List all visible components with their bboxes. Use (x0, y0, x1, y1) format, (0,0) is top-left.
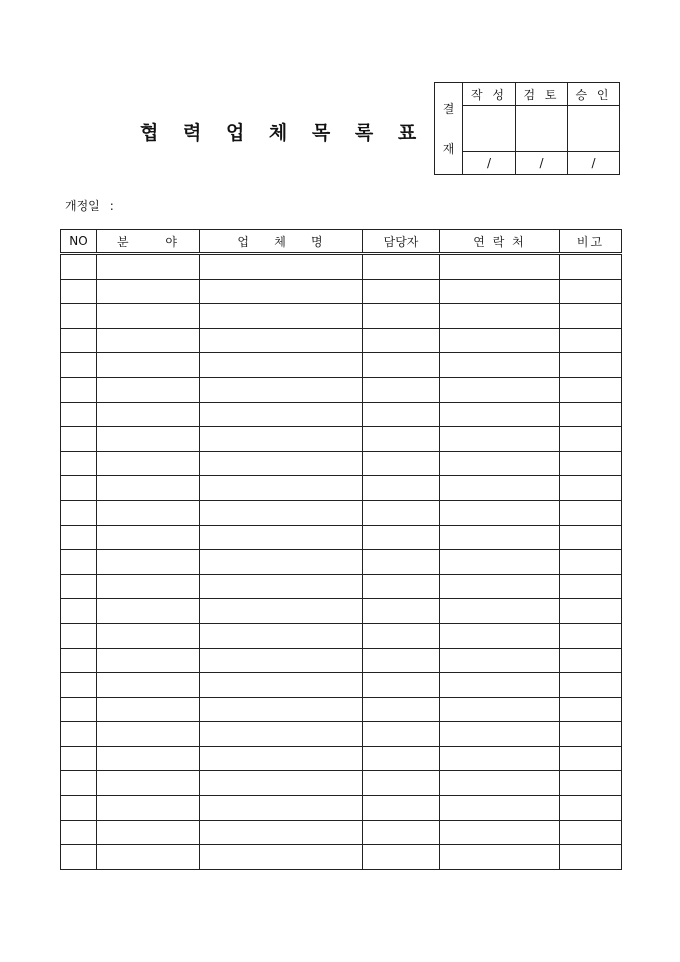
cell-company-name[interactable] (200, 796, 363, 821)
cell-company-name[interactable] (200, 746, 363, 771)
cell-no[interactable] (61, 599, 97, 624)
cell-remarks[interactable] (560, 574, 622, 599)
cell-field[interactable] (97, 697, 200, 722)
cell-company-name[interactable] (200, 771, 363, 796)
table-row (61, 328, 622, 353)
approval-side-label-top: 결 (442, 101, 455, 116)
table-row (61, 771, 622, 796)
cell-remarks[interactable] (560, 525, 622, 550)
cell-company-name[interactable] (200, 377, 363, 402)
cell-contact-person[interactable] (363, 279, 440, 304)
cell-contact-info[interactable] (440, 427, 560, 452)
cell-remarks[interactable] (560, 279, 622, 304)
cell-contact-info[interactable] (440, 451, 560, 476)
cell-contact-person[interactable] (363, 820, 440, 845)
approval-date-row (435, 152, 620, 175)
cell-no[interactable] (61, 648, 97, 673)
cell-contact-person[interactable] (363, 377, 440, 402)
cell-field[interactable] (97, 599, 200, 624)
cell-remarks[interactable] (560, 402, 622, 427)
cell-contact-person[interactable] (363, 402, 440, 427)
cell-no[interactable] (61, 673, 97, 698)
table-body (61, 254, 622, 870)
cell-remarks[interactable] (560, 304, 622, 329)
cell-contact-info[interactable] (440, 599, 560, 624)
writer-signature-cell[interactable] (463, 106, 516, 152)
cell-company-name[interactable] (200, 304, 363, 329)
header-contact-info: 연 락 처 (440, 230, 560, 254)
approval-side-label-bottom: 재 (442, 141, 455, 156)
cell-contact-info[interactable] (440, 328, 560, 353)
cell-field[interactable] (97, 820, 200, 845)
cell-remarks[interactable] (560, 771, 622, 796)
table-row (61, 254, 622, 280)
cell-company-name[interactable] (200, 500, 363, 525)
revision-date-label: 개정일 (65, 199, 100, 213)
cell-remarks[interactable] (560, 328, 622, 353)
cell-contact-person[interactable] (363, 427, 440, 452)
cell-contact-info[interactable] (440, 500, 560, 525)
cell-contact-person[interactable] (363, 796, 440, 821)
cell-contact-person[interactable] (363, 599, 440, 624)
table-row (61, 550, 622, 575)
cell-company-name[interactable] (200, 845, 363, 870)
cell-no[interactable] (61, 722, 97, 747)
cell-remarks[interactable] (560, 500, 622, 525)
table-row (61, 623, 622, 648)
cell-company-name[interactable] (200, 279, 363, 304)
cell-contact-person[interactable] (363, 574, 440, 599)
cell-remarks[interactable] (560, 820, 622, 845)
cell-no[interactable] (61, 451, 97, 476)
table-header-row (61, 230, 622, 254)
reviewer-signature-cell[interactable] (516, 106, 568, 152)
cell-contact-info[interactable] (440, 673, 560, 698)
approval-col-reviewer: 검 토 (516, 83, 568, 106)
cell-no[interactable] (61, 254, 97, 280)
cell-remarks[interactable] (560, 746, 622, 771)
table-row (61, 476, 622, 501)
cell-no[interactable] (61, 746, 97, 771)
cell-contact-info[interactable] (440, 304, 560, 329)
reviewer-date-cell[interactable]: / (516, 152, 568, 175)
table-row (61, 599, 622, 624)
approval-header-row (435, 83, 620, 106)
cell-field[interactable] (97, 377, 200, 402)
cell-contact-info[interactable] (440, 722, 560, 747)
cell-contact-info[interactable] (440, 279, 560, 304)
cell-no[interactable] (61, 623, 97, 648)
table-row (61, 845, 622, 870)
cell-company-name[interactable] (200, 820, 363, 845)
revision-date-colon: : (109, 199, 114, 213)
cell-contact-info[interactable] (440, 796, 560, 821)
cell-no[interactable] (61, 697, 97, 722)
cell-contact-person[interactable] (363, 254, 440, 280)
approval-side-label (435, 83, 463, 175)
cell-contact-person[interactable] (363, 304, 440, 329)
cell-no[interactable] (61, 476, 97, 501)
cell-contact-person[interactable] (363, 845, 440, 870)
cell-remarks[interactable] (560, 697, 622, 722)
cell-remarks[interactable] (560, 796, 622, 821)
cell-contact-person[interactable] (363, 623, 440, 648)
cell-field[interactable] (97, 574, 200, 599)
cell-contact-person[interactable] (363, 525, 440, 550)
approval-col-writer: 작 성 (463, 83, 516, 106)
cell-contact-info[interactable] (440, 525, 560, 550)
cell-field[interactable] (97, 328, 200, 353)
cell-remarks[interactable] (560, 377, 622, 402)
cell-contact-person[interactable] (363, 451, 440, 476)
cell-field[interactable] (97, 845, 200, 870)
cell-company-name[interactable] (200, 722, 363, 747)
cell-remarks[interactable] (560, 550, 622, 575)
cell-company-name[interactable] (200, 451, 363, 476)
revision-date (65, 197, 124, 214)
cell-remarks[interactable] (560, 722, 622, 747)
cell-company-name[interactable] (200, 353, 363, 378)
cell-field[interactable] (97, 771, 200, 796)
cell-field[interactable] (97, 402, 200, 427)
cell-field[interactable] (97, 279, 200, 304)
table-row (61, 500, 622, 525)
cell-contact-person[interactable] (363, 500, 440, 525)
cell-company-name[interactable] (200, 599, 363, 624)
cell-field[interactable] (97, 254, 200, 280)
table-row (61, 525, 622, 550)
table-row (61, 427, 622, 452)
header-contact-person: 담당자 (363, 230, 440, 254)
writer-date-cell[interactable]: / (463, 152, 516, 175)
cell-no[interactable] (61, 304, 97, 329)
cell-contact-person[interactable] (363, 673, 440, 698)
cell-contact-info[interactable] (440, 377, 560, 402)
cell-remarks[interactable] (560, 254, 622, 280)
table-row (61, 648, 622, 673)
header-company-name: 업 체 명 (200, 230, 363, 254)
cell-company-name[interactable] (200, 550, 363, 575)
table-row (61, 402, 622, 427)
approval-signature-row (435, 106, 620, 152)
table-row (61, 746, 622, 771)
cell-company-name[interactable] (200, 254, 363, 280)
cell-no[interactable] (61, 353, 97, 378)
cell-no[interactable] (61, 402, 97, 427)
cell-company-name[interactable] (200, 402, 363, 427)
cell-no[interactable] (61, 550, 97, 575)
cell-company-name[interactable] (200, 328, 363, 353)
cell-contact-info[interactable] (440, 771, 560, 796)
cell-contact-info[interactable] (440, 353, 560, 378)
approver-date-cell[interactable]: / (568, 152, 620, 175)
cell-field[interactable] (97, 451, 200, 476)
cell-field[interactable] (97, 796, 200, 821)
partner-list-table (60, 229, 622, 870)
cell-contact-info[interactable] (440, 845, 560, 870)
cell-remarks[interactable] (560, 845, 622, 870)
approval-box (434, 82, 620, 175)
approver-signature-cell[interactable] (568, 106, 620, 152)
cell-remarks[interactable] (560, 476, 622, 501)
table-row (61, 279, 622, 304)
cell-field[interactable] (97, 673, 200, 698)
cell-no[interactable] (61, 574, 97, 599)
cell-no[interactable] (61, 845, 97, 870)
cell-contact-info[interactable] (440, 820, 560, 845)
cell-remarks[interactable] (560, 648, 622, 673)
approval-col-approver: 승 인 (568, 83, 620, 106)
cell-field[interactable] (97, 353, 200, 378)
cell-company-name[interactable] (200, 697, 363, 722)
cell-contact-info[interactable] (440, 254, 560, 280)
cell-field[interactable] (97, 722, 200, 747)
cell-field[interactable] (97, 304, 200, 329)
table-row (61, 451, 622, 476)
cell-company-name[interactable] (200, 673, 363, 698)
table-row (61, 377, 622, 402)
cell-company-name[interactable] (200, 427, 363, 452)
cell-no[interactable] (61, 279, 97, 304)
cell-contact-info[interactable] (440, 648, 560, 673)
table-row (61, 697, 622, 722)
cell-no[interactable] (61, 500, 97, 525)
cell-contact-info[interactable] (440, 402, 560, 427)
cell-contact-info[interactable] (440, 697, 560, 722)
cell-no[interactable] (61, 820, 97, 845)
cell-contact-person[interactable] (363, 771, 440, 796)
cell-contact-info[interactable] (440, 574, 560, 599)
document-title: 협 력 업 체 목 록 표 (140, 122, 426, 144)
cell-field[interactable] (97, 746, 200, 771)
header-field: 분 야 (97, 230, 200, 254)
cell-no[interactable] (61, 328, 97, 353)
cell-company-name[interactable] (200, 623, 363, 648)
cell-contact-person[interactable] (363, 550, 440, 575)
cell-company-name[interactable] (200, 476, 363, 501)
cell-field[interactable] (97, 550, 200, 575)
cell-no[interactable] (61, 525, 97, 550)
header-no: NO (61, 230, 97, 254)
cell-contact-info[interactable] (440, 476, 560, 501)
table-row (61, 820, 622, 845)
cell-field[interactable] (97, 427, 200, 452)
table-row (61, 796, 622, 821)
cell-remarks[interactable] (560, 451, 622, 476)
cell-company-name[interactable] (200, 574, 363, 599)
cell-contact-person[interactable] (363, 353, 440, 378)
cell-no[interactable] (61, 771, 97, 796)
table-row (61, 353, 622, 378)
cell-field[interactable] (97, 623, 200, 648)
header-remarks: 비고 (560, 230, 622, 254)
cell-remarks[interactable] (560, 599, 622, 624)
cell-contact-info[interactable] (440, 746, 560, 771)
cell-contact-info[interactable] (440, 550, 560, 575)
cell-no[interactable] (61, 427, 97, 452)
cell-company-name[interactable] (200, 648, 363, 673)
cell-field[interactable] (97, 500, 200, 525)
cell-remarks[interactable] (560, 353, 622, 378)
cell-contact-person[interactable] (363, 328, 440, 353)
cell-contact-info[interactable] (440, 623, 560, 648)
cell-contact-person[interactable] (363, 697, 440, 722)
cell-contact-person[interactable] (363, 476, 440, 501)
cell-contact-person[interactable] (363, 746, 440, 771)
cell-field[interactable] (97, 648, 200, 673)
cell-remarks[interactable] (560, 427, 622, 452)
table-row (61, 304, 622, 329)
cell-company-name[interactable] (200, 525, 363, 550)
cell-remarks[interactable] (560, 623, 622, 648)
cell-contact-person[interactable] (363, 722, 440, 747)
cell-remarks[interactable] (560, 673, 622, 698)
cell-no[interactable] (61, 377, 97, 402)
cell-field[interactable] (97, 525, 200, 550)
cell-contact-person[interactable] (363, 648, 440, 673)
cell-no[interactable] (61, 796, 97, 821)
table-row (61, 722, 622, 747)
table-row (61, 574, 622, 599)
table-row (61, 673, 622, 698)
cell-field[interactable] (97, 476, 200, 501)
